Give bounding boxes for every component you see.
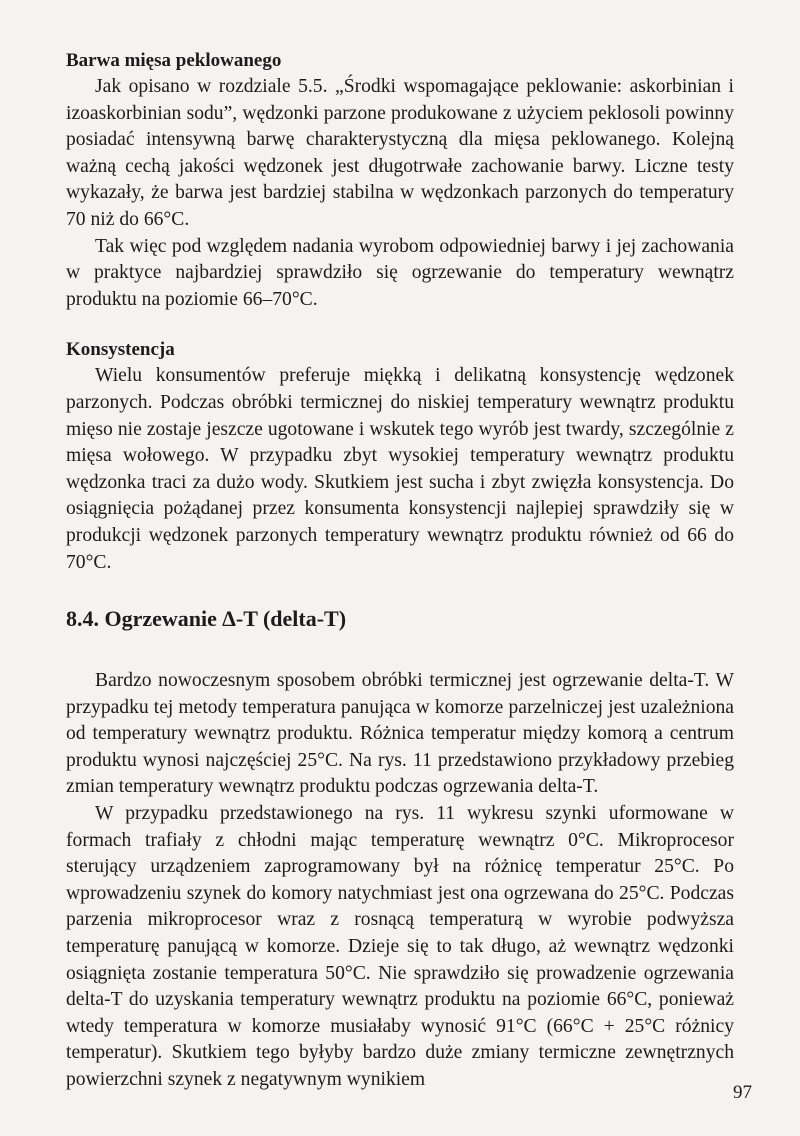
paragraph-delta-t-1: Bardzo nowoczesnym sposobem obróbki termicznej jest ogrzewanie delta-T. W przypadku tej metody temperatura panująca w komorze parzelniczej jest uzależniona od temperatury wewnątrz produktu. Różnica temperatur między komorą a centrum produktu wynosi najczęściej 25°C. Na rys. 11 przedstawiono przykładowy przebieg zmian temperatury wewnątrz produktu podczas ogrzewania delta-T.	[66, 670, 734, 798]
paragraph-color-1: Jak opisano w rozdziale 5.5. „Środki wspomagające peklowanie: askorbinian i izoaskorbinian sodu”, wędzonki parzone produkowane z użyciem peklosoli powinny posiadać intensywną barwę charakterystyczną dla mięsa peklowanego. Kolejną ważną cechą jakości wędzonek jest długotrwałe zachowanie barwy. Liczne testy wykazały, że barwa jest bardziej stabilna w wędzonkach parzonych do temperatury 70 niż do 66°C.	[66, 76, 734, 230]
chapter-heading-delta-t: 8.4. Ogrzewanie ∆-T (delta-T)	[66, 606, 347, 632]
paragraph-consistency: Wielu konsumentów preferuje miękką i delikatną konsystencję wędzonek parzonych. Podczas obróbki termicznej do niskiej temperatury wewnątrz produktu mięso nie zostaje jeszcze ugotowane i wskutek tego wyrób jest twardy, szczególnie z mięsa wołowego. W przypadku zbyt wysokiej temperatury wewnątrz produktu wędzonka traci za dużo wody. Skutkiem jest sucha i zbyt zwięzła konsystencja. Do osiągnięcia pożądanej przez konsumenta konsystencji najlepiej sprawdziły się w produkcji wędzonek parzonych temperatury wewnątrz produktu również od 66 do 70°C.	[66, 365, 734, 573]
paragraph-color-2: Tak więc pod względem nadania wyrobom odpowiedniej barwy i jej zachowania w praktyce najbardziej sprawdziło się ogrzewanie do temperatury wewnątrz produktu na poziomie 66–70°C.	[66, 235, 734, 310]
section-heading-consistency: Konsystencja	[66, 339, 175, 361]
page-number: 97	[733, 1082, 752, 1103]
paragraph-delta-t-2: W przypadku przedstawionego na rys. 11 wykresu szynki uformowane w formach trafiały z chłodni mając temperaturę wewnątrz 0°C. Mikroprocesor sterujący urządzeniem zaprogramowany był na różnicę temperatur 25°C. Po wprowadzeniu szynek do komory natychmiast jest ona ogrzewana do 25°C. Podczas parzenia mikroprocesor wraz z rosnącą temperaturą w wyrobie podwyższa temperaturę panującą w komorze. Dzieje się to tak długo, aż wewnątrz wędzonki osiągnięta zostanie temperatura 50°C. Nie sprawdziło się prowadzenie ogrzewania delta-T do uzyskania temperatury wewnątrz produktu na poziomie 66°C, ponieważ wtedy temperatura w komorze musiałaby wynosić 91°C (66°C + 25°C różnicy temperatur). Skutkiem tego byłyby bardzo duże zmiany termiczne zewnętrznych powierzchni szynek z negatywnym wynikiem	[66, 803, 734, 1090]
section-heading-color: Barwa mięsa peklowanego	[66, 50, 282, 71]
